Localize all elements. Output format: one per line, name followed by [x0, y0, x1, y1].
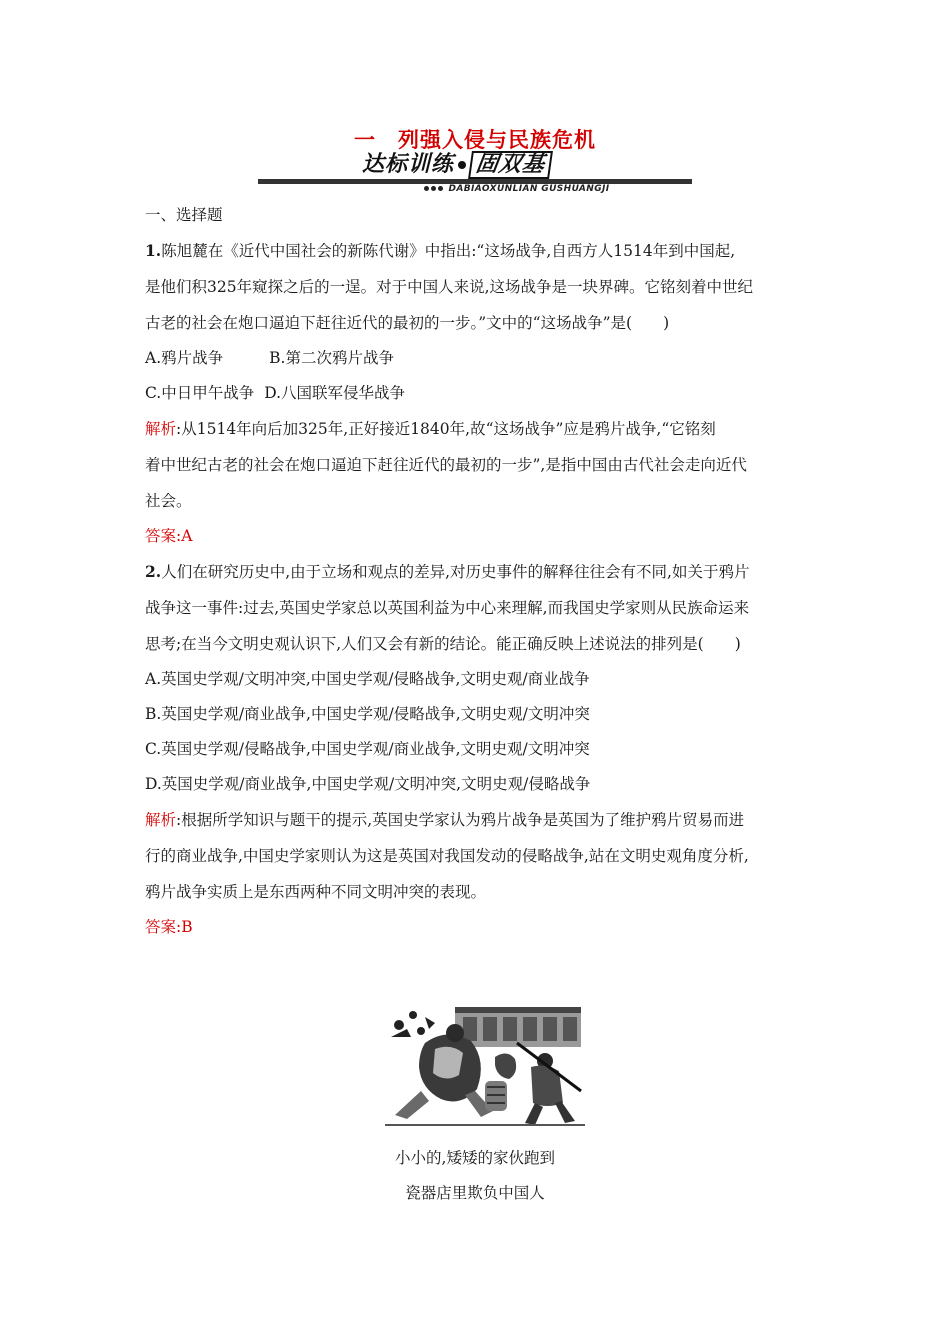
analysis-text: 社会。: [145, 492, 192, 510]
question-text: 思考;在当今文明史观认识下,人们又会有新的结论。能正确反映上述说法的排列是( ): [145, 635, 741, 653]
options-row: [145, 376, 810, 411]
question-1-stem: [145, 233, 810, 341]
option-b: B.第二次鸦片战争: [269, 349, 394, 367]
question-number: 1.: [145, 241, 162, 260]
figure-caption-line-1: 小小的,矮矮的家伙跑到: [395, 1149, 555, 1167]
analysis-text: :从1514年向后加325年,正好接近1840年,故“这场战争”应是鸦片战争,“它铭刻: [176, 420, 716, 438]
question-text: 人们在研究历史中,由于立场和观点的差异,对历史事件的解释往往会有不同,如关于鸦片: [161, 563, 750, 581]
option-d: D.八国联军侵华战争: [264, 384, 406, 402]
question-2-analysis: [145, 802, 810, 910]
option-c: C.中日甲午战争: [145, 384, 255, 402]
dot-icon: [438, 186, 443, 191]
bullet-dot-icon: [458, 161, 466, 169]
option-b: B.英国史学观/商业战争,中国史学观/侵略战争,文明史观/文明冲突: [145, 705, 590, 723]
question-number: 2.: [145, 562, 162, 581]
banner-boxed-label: 固双基: [468, 151, 553, 179]
question-text: 陈旭麓在《近代中国社会的新陈代谢》中指出:“这场战争,自西方人1514年到中国起,: [161, 242, 736, 260]
question-text: 是他们积325年窥探之后的一逞。对于中国人来说,这场战争是一块界碑。它铭刻着中世纪: [145, 278, 754, 296]
question-text: 古老的社会在炮口逼迫下赶往近代的最初的一步。”文中的“这场战争”是( ): [145, 314, 670, 332]
analysis-label: 解析: [145, 811, 177, 829]
options-row: [145, 341, 810, 376]
section-banner: [258, 150, 692, 195]
question-1-answer: 答案:A: [145, 527, 193, 545]
banner-label: 达标训练: [362, 152, 455, 177]
option-d: D.英国史学观/商业战争,中国史学观/文明冲突,文明史观/侵略战争: [145, 775, 591, 793]
dot-icon: [424, 186, 429, 191]
dot-icon: [431, 186, 436, 191]
analysis-text: 鸦片战争实质上是东西两种不同文明冲突的表现。: [145, 883, 487, 901]
figure-caption-line-2: 瓷器店里欺负中国人: [405, 1184, 545, 1202]
section-heading: 一、选择题: [145, 206, 223, 224]
banner-pinyin: DABIAOXUNLIAN GUSHUANGJI: [448, 184, 610, 194]
option-a: A.鸦片战争: [145, 349, 224, 367]
analysis-label: 解析: [145, 420, 177, 438]
question-1: [145, 233, 810, 554]
question-2-answer: 答案:B: [145, 918, 193, 936]
question-text: 战争这一事件:过去,英国史学家总以英国利益为中心来理解,而我国史学家则从民族命运来: [145, 599, 750, 617]
banner-text: [362, 150, 551, 180]
analysis-text: 行的商业战争,中国史学家则认为这是英国对我国发动的侵略战争,站在文明史观角度分析,: [145, 847, 749, 865]
question-2: [145, 554, 810, 945]
analysis-text: 着中世纪古老的社会在炮口逼迫下赶往近代的最初的一步”,是指中国由古代社会走向近代: [145, 456, 747, 474]
page-title: 一 列强入侵与民族危机: [354, 128, 596, 152]
question-2-stem: [145, 554, 810, 662]
analysis-text: :根据所学知识与题干的提示,英国史学家认为鸦片战争是英国为了维护鸦片贸易而进: [176, 811, 745, 829]
cartoon-illustration: [385, 1003, 585, 1127]
option-c: C.英国史学观/侵略战争,中国史学观/商业战争,文明史观/文明冲突: [145, 740, 590, 758]
question-1-analysis: [145, 411, 810, 519]
question-content: [145, 198, 810, 945]
option-a: A.英国史学观/文明冲突,中国史学观/侵略战争,文明史观/商业战争: [145, 670, 590, 688]
banner-subtitle: [424, 184, 610, 194]
